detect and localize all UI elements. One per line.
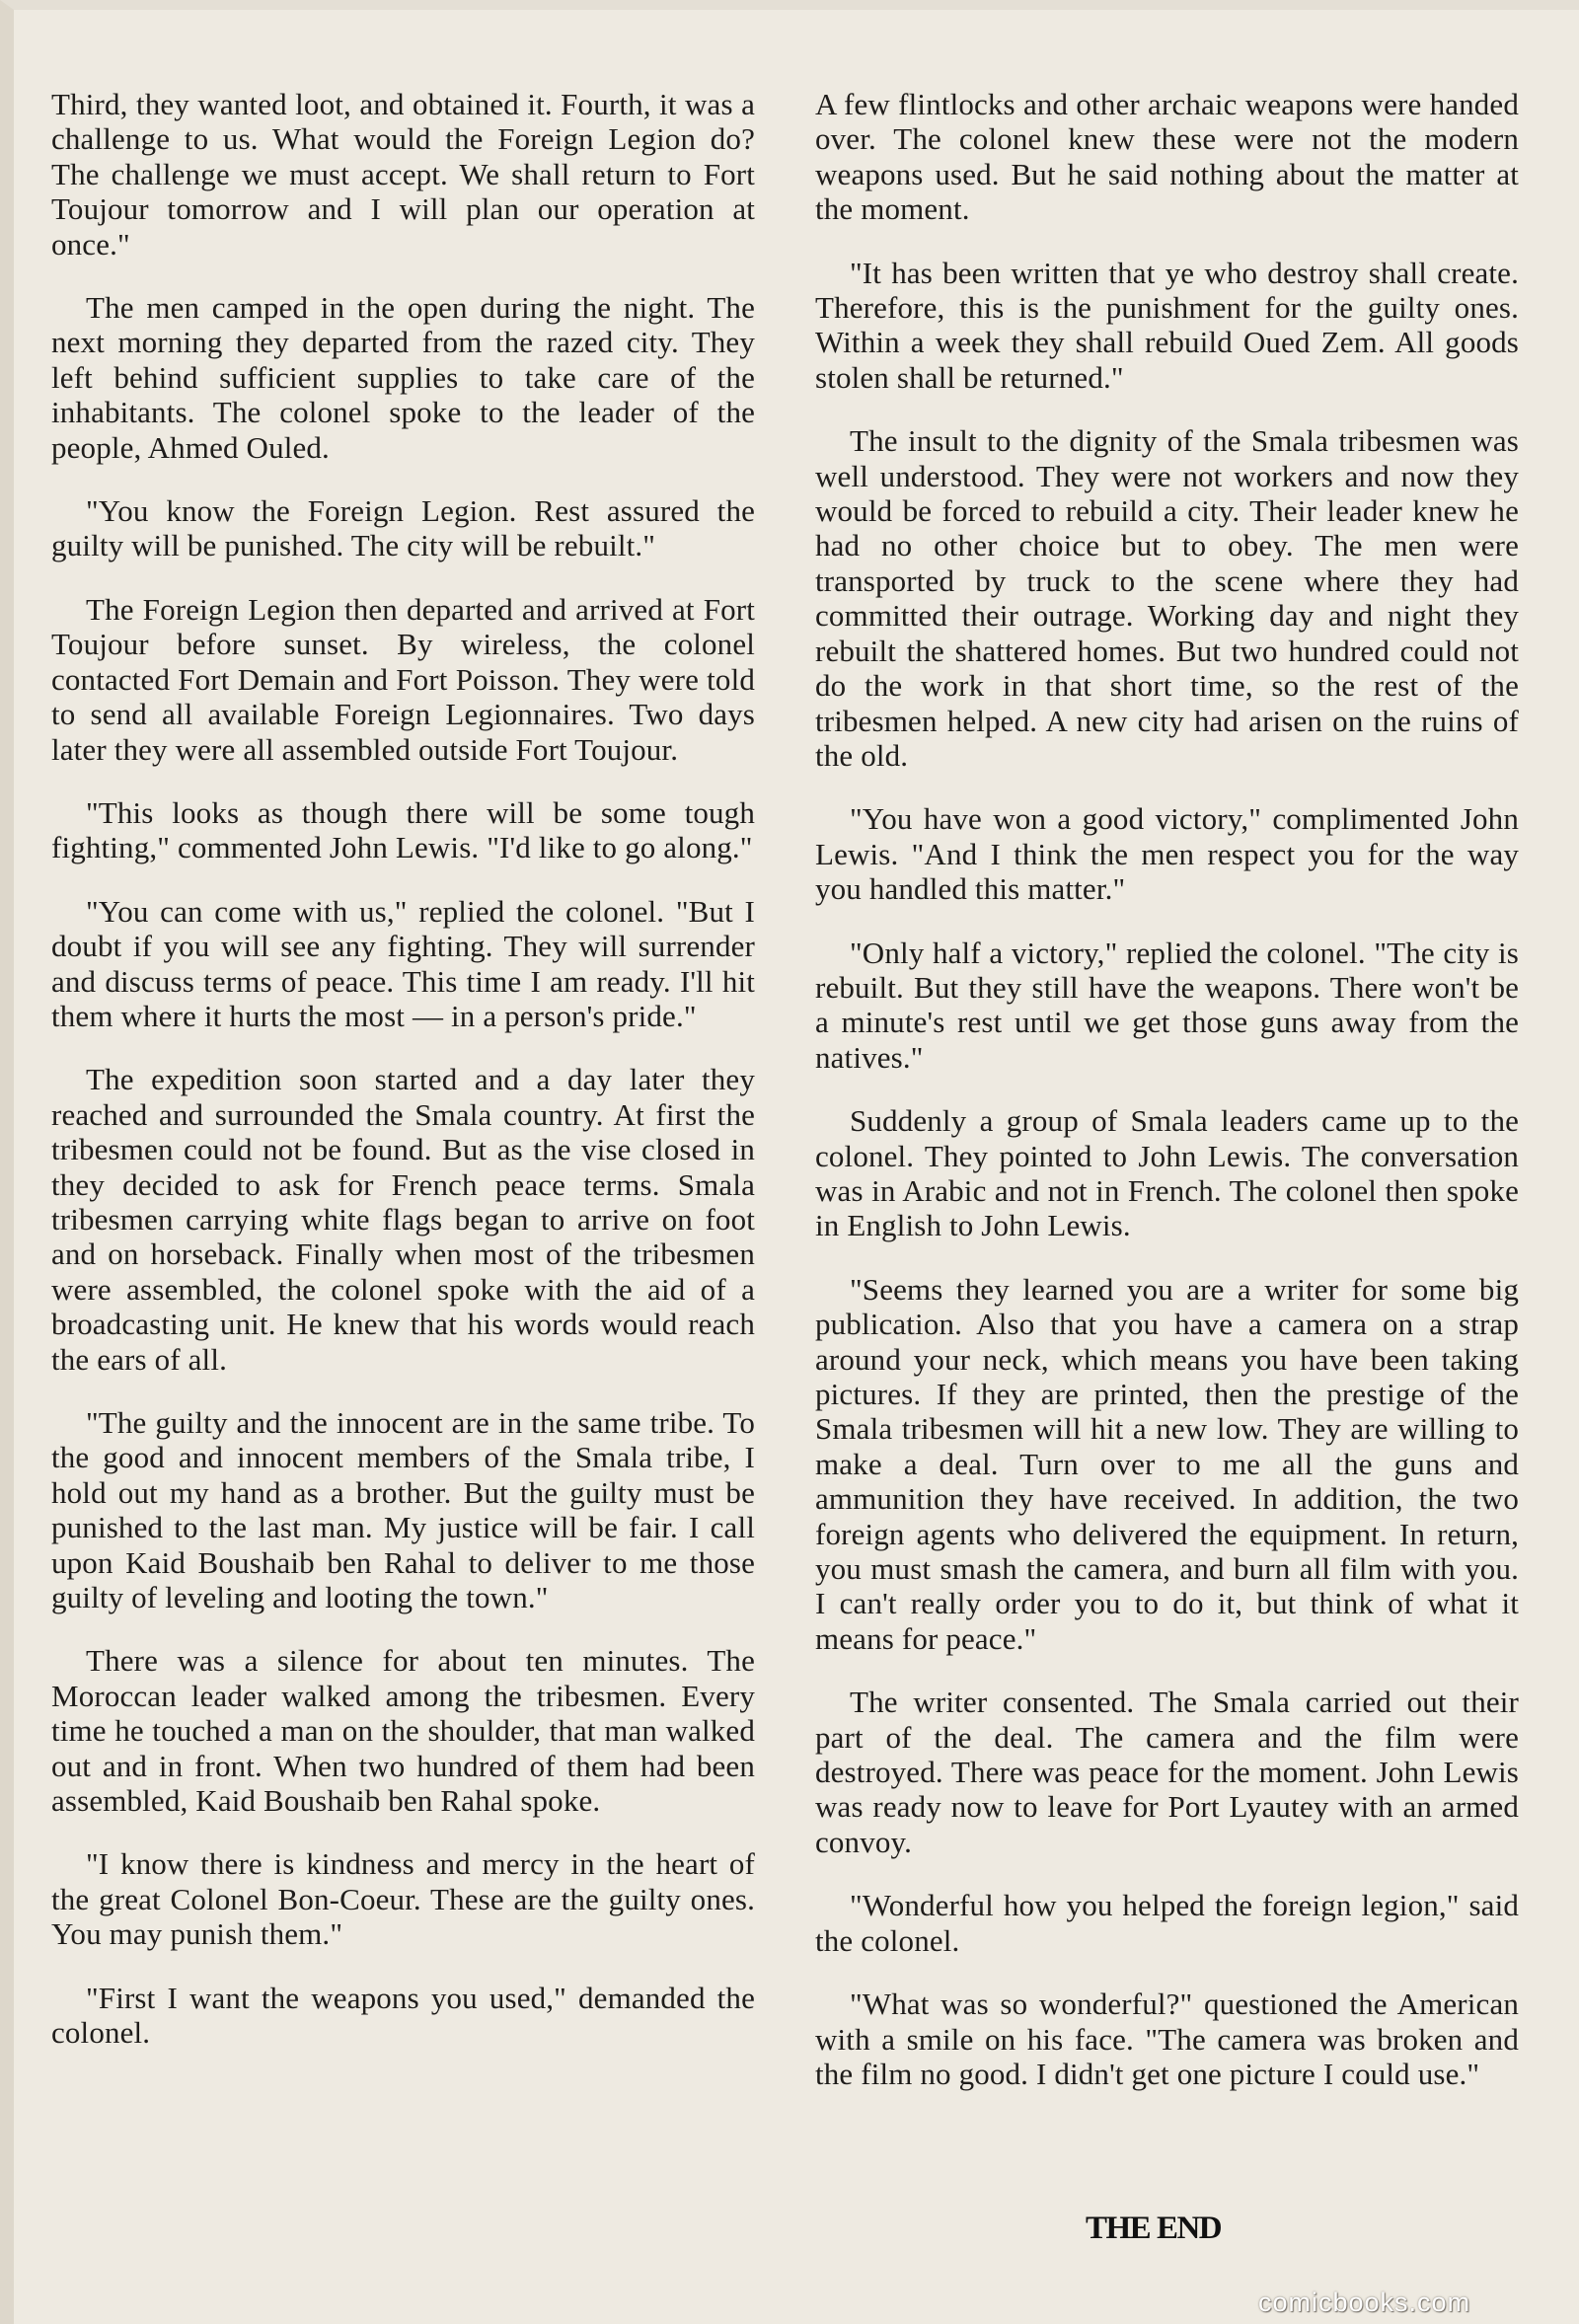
paragraph: "You can come with us," replied the colonel. "But I doubt if you will see any fighting. They will surrender and discuss terms of peace. This time I am ready. I'll hit them where it hurts the most — in a person's pride." (51, 893, 755, 1033)
paragraph: Suddenly a group of Smala leaders came up to the colonel. They pointed to John Lewis. The conversation was in Arabic and not in French. The colonel then spoke in English to John Lewis. (815, 1103, 1519, 1243)
paragraph: A few flintlocks and other archaic weapons were handed over. The colonel knew these were not the modern weapons used. But he said nothing about the matter at the moment. (815, 87, 1519, 227)
paragraph: Third, they wanted loot, and obtained it. Fourth, it was a challenge to us. What would the Foreign Legion do? The challenge we must accept. We shall return to Fort Toujour tomorrow and I will plan our operation at once." (51, 87, 755, 262)
paragraph: The Foreign Legion then departed and arrived at Fort Toujour before sunset. By wireless, the colonel contacted Fort Demain and Fort Poisson. They were told to send all available Foreign Legionnaires. Two days later they were all assembled outside Fort Toujour. (51, 591, 755, 767)
paragraph: The men camped in the open during the night. The next morning they departed from the razed city. They left behind sufficient supplies to take care of the inhabitants. The colonel spoke to the leader of the people, Ahmed Ouled. (51, 290, 755, 465)
paragraph: "I know there is kindness and mercy in the heart of the great Colonel Bon-Coeur. These are the guilty ones. You may punish them." (51, 1846, 755, 1952)
paragraph: "What was so wonderful?" questioned the American with a smile on his face. "The camera was broken and the film no good. I didn't get one picture I could use." (815, 1987, 1519, 2091)
paragraph: The writer consented. The Smala carried out their part of the deal. The camera and the film were destroyed. There was peace for the moment. John Lewis was ready now to leave for Port Lyautey with an armed convoy. (815, 1685, 1519, 1859)
paragraph: "You know the Foreign Legion. Rest assured the guilty will be punished. The city will be rebuilt." (51, 493, 755, 563)
paragraph: There was a silence for about ten minutes. The Moroccan leader walked among the tribesmen. Every time he touched a man on the shoulder, that man walked out and in front. When two hundred of them had been assembled, Kaid Boushaib ben Rahal spoke. (51, 1643, 755, 1819)
paragraph: "Only half a victory," replied the colonel. "The city is rebuilt. But they still have the weapons. There won't be a minute's rest until we get those guns away from the natives." (815, 935, 1519, 1075)
paragraph: "First I want the weapons you used," demanded the colonel. (51, 1980, 755, 2051)
right-text-column (815, 87, 1519, 2120)
paragraph: The expedition soon started and a day later they reached and surrounded the Smala country. At first the tribesmen could not be found. But as the vise closed in they decided to ask for French peace terms. Smala tribesmen carrying white flags began to arrive on foot and on horseback. Finally when most of the tribesmen were assembled, the colonel spoke with the aid of a broadcasting unit. He knew that his words would reach the ears of all. (51, 1062, 755, 1377)
left-text-column (51, 87, 755, 2079)
site-watermark: comicbooks.com (1258, 2287, 1471, 2317)
paragraph: "This looks as though there will be some tough fighting," commented John Lewis. "I'd like to go along." (51, 794, 755, 865)
paragraph: "Wonderful how you helped the foreign legion," said the colonel. (815, 1888, 1519, 1958)
paragraph: "Seems they learned you are a writer for some big publication. Also that you have a camera on a strap around your neck, which means you have been taking pictures. If they are printed, then the prestige of the Smala tribesmen will hit a new low. They are willing to make a deal. Turn over to me all the guns and ammunition they have received. In addition, the two foreign agents who delivered the equipment. In return, you must smash the camera, and burn all film with you. I can't really order you to do it, but think of what it means for peace." (815, 1271, 1519, 1656)
paragraph: "It has been written that ye who destroy shall create. Therefore, this is the punishment for the guilty ones. Within a week they shall rebuild Oued Zem. All goods stolen shall be returned." (815, 255, 1519, 395)
paragraph: The insult to the dignity of the Smala tribesmen was well understood. They were not workers and now they would be forced to rebuild a city. Their leader knew he had no other choice but to obey. The men were transported by truck to the scene where they had committed their outrage. Working day and night they rebuilt the shattered homes. But two hundred could not do the work in that short time, so the rest of the tribesmen helped. A new city had arisen on the ruins of the old. (815, 423, 1519, 773)
the-end-label: THE END (1086, 2211, 1222, 2246)
paragraph: "You have won a good victory," complimented John Lewis. "And I think the men respect you for the way you handled this matter." (815, 801, 1519, 907)
paragraph: "The guilty and the innocent are in the same tribe. To the good and innocent members of the Smala tribe, I hold out my hand as a brother. But the guilty must be punished to the last man. My justice will be fair. I call upon Kaid Boushaib ben Rahal to deliver to me those guilty of leveling and looting the town." (51, 1405, 755, 1615)
